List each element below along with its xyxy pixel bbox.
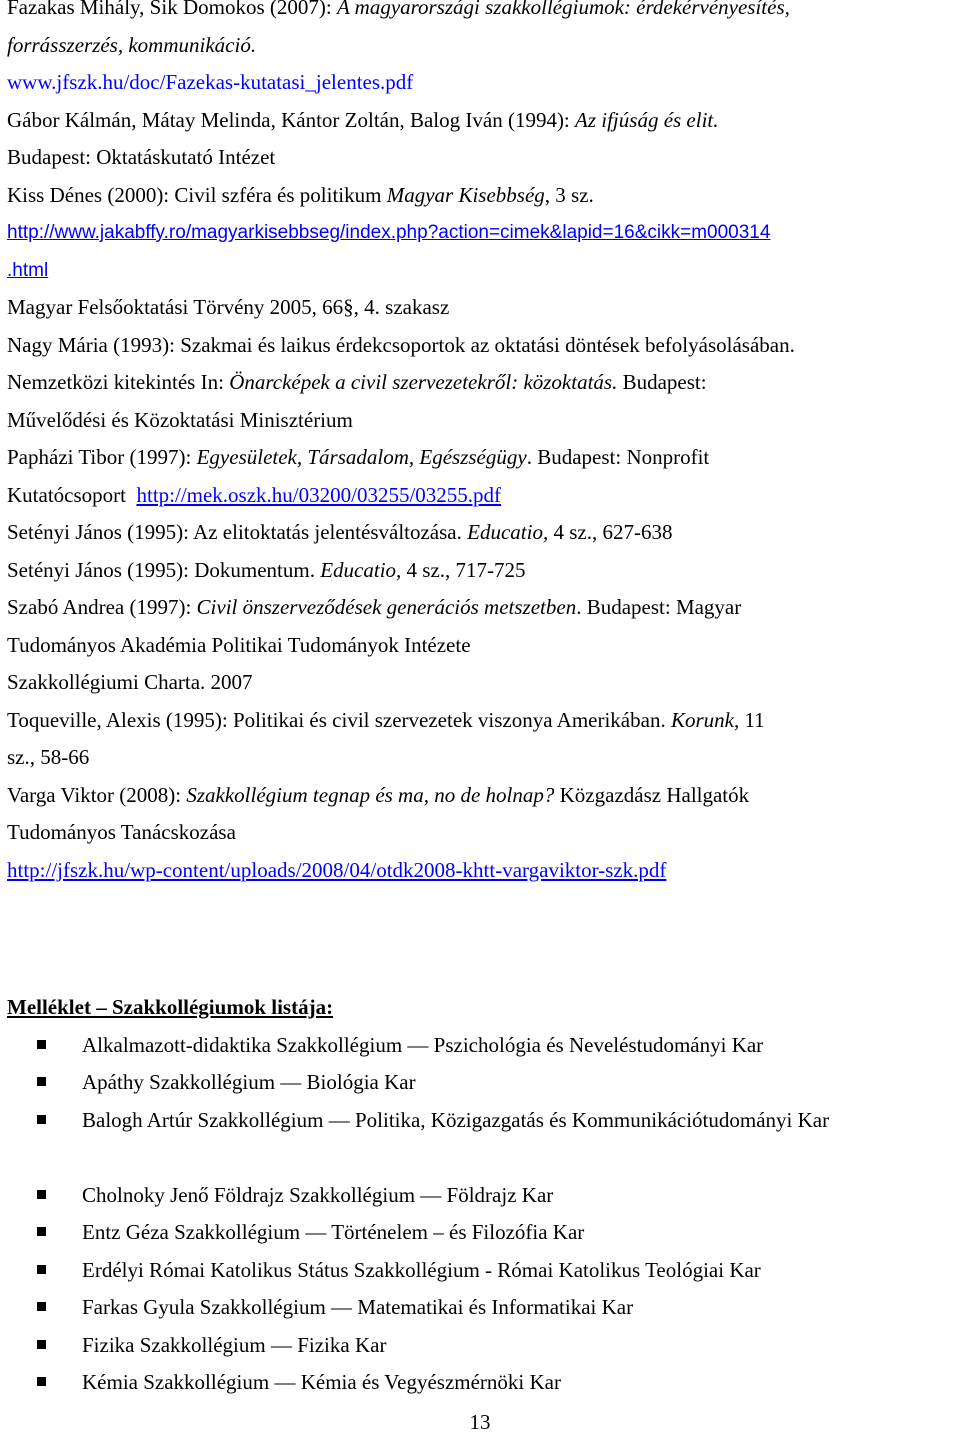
ref-link[interactable]: www.jfszk.hu/doc/Fazekas-kutatasi_jelentes.pdf: [7, 70, 414, 94]
bullet-square-icon: [37, 1340, 46, 1349]
list-item: [7, 1177, 955, 1215]
references-section: [7, 0, 955, 889]
list-item: [7, 1252, 955, 1290]
document-page: [7, 0, 955, 1402]
annex-heading: Melléklet – Szakkollégiumok listája:: [7, 995, 334, 1019]
ref-publisher: Budapest: Oktatáskutató Intézet: [7, 145, 276, 169]
ref-text: Tudományos Tanácskozása: [7, 820, 236, 844]
reference-line: [7, 402, 955, 440]
bullet-square-icon: [37, 1265, 46, 1274]
list-item: [7, 1064, 955, 1102]
list-item-text: Farkas Gyula Szakkollégium — Matematikai és Informatikai Kar: [82, 1295, 634, 1319]
ref-title: Civil önszerveződések generációs metszetben: [196, 595, 577, 619]
ref-pages: 4 sz., 627-638: [548, 520, 673, 544]
reference-line: [7, 477, 955, 515]
ref-publisher: Tudományos Akadémia Politikai Tudományok Intézete: [7, 632, 471, 657]
spacer: [7, 889, 955, 959]
reference-paphazi: [7, 439, 955, 477]
list-item-text: Erdélyi Római Katolikus Státus Szakkollégium - Római Katolikus Teológiai Kar: [82, 1257, 761, 1282]
reference-setenyi-1: [7, 514, 955, 552]
list-item-text: Fizika Szakkollégium — Fizika Kar: [82, 1332, 387, 1357]
ref-title: forrásszerzés, kommunikáció.: [7, 32, 257, 57]
bullet-square-icon: [37, 1190, 46, 1199]
reference-toqueville: [7, 702, 955, 740]
ref-authors: Setényi János (1995): Az elitoktatás jelentésváltozása.: [7, 520, 468, 544]
ref-title: Az ifjúság és elit.: [575, 107, 719, 132]
reference-line: [7, 139, 955, 177]
ref-text: Budapest:: [617, 370, 707, 394]
bullet-square-icon: [37, 1302, 46, 1311]
ref-text: . Budapest: Magyar: [576, 595, 742, 619]
ref-title: Szakkollégium tegnap és ma, no de holnap?: [186, 782, 555, 807]
ref-title: Egyesületek, Társadalom, Egészségügy: [196, 445, 527, 469]
reference-szabo: [7, 589, 955, 627]
reference-line: [7, 852, 955, 890]
ref-authors: Szabó Andrea (1997):: [7, 595, 197, 619]
reference-line: [7, 814, 955, 852]
reference-line: [7, 364, 955, 402]
ref-journal: Educatio,: [320, 557, 402, 582]
ref-link[interactable]: http://mek.oszk.hu/03200/03255/03255.pdf: [136, 482, 502, 507]
ref-issue: , 3 sz.: [544, 182, 594, 207]
reference-line: [7, 214, 955, 252]
list-item-text: Alkalmazott-didaktika Szakkollégium — Pszichológia és Neveléstudományi Kar: [82, 1032, 764, 1057]
ref-link[interactable]: .html: [7, 259, 49, 281]
ref-pages: 4 sz., 717-725: [401, 557, 526, 582]
reference-line: [7, 252, 955, 290]
reference-gabor: [7, 102, 955, 140]
ref-journal: Educatio,: [467, 520, 549, 544]
bullet-square-icon: [37, 1377, 46, 1386]
ref-issue: , 11: [733, 707, 765, 732]
ref-authors: Kiss Dénes (2000): Civil szféra és politikum: [7, 182, 387, 207]
reference-nagy: [7, 327, 955, 365]
ref-link[interactable]: http://jfszk.hu/wp-content/uploads/2008/04/otdk2008-khtt-vargaviktor-szk.pdf: [7, 857, 667, 882]
reference-fazakas: [7, 0, 955, 27]
reference-setenyi-2: [7, 552, 955, 590]
list-item-text: Entz Géza Szakkollégium — Történelem – és Filozófia Kar: [82, 1220, 585, 1244]
list-item: [7, 1214, 955, 1252]
ref-pages: sz., 58-66: [7, 745, 90, 769]
ref-title: Önarcképek a civil szervezetekről: közoktatás.: [229, 370, 618, 394]
ref-text: Közgazdász Hallgatók: [554, 782, 750, 807]
ref-journal: Magyar Kisebbség: [386, 182, 545, 207]
ref-authors: Toqueville, Alexis (1995): Politikai és civil szervezetek viszonya Amerikában.: [7, 707, 671, 732]
list-item: [7, 1027, 955, 1065]
ref-text: Szakkollégiumi Charta. 2007: [7, 670, 253, 694]
list-item-text: Kémia Szakkollégium — Kémia és Vegyészmérnöki Kar: [82, 1370, 561, 1394]
ref-authors: Fazakas Mihály, Sik Domokos (2007):: [7, 0, 337, 19]
reference-varga: [7, 777, 955, 815]
annex-list: [7, 1027, 955, 1402]
ref-text: Magyar Felsőoktatási Törvény 2005, 66§, 4. szakasz: [7, 295, 450, 319]
page-number: 13: [469, 1410, 491, 1434]
ref-title: A magyarországi szakkollégiumok: érdekérvényesítés,: [336, 0, 790, 19]
list-item-text: Balogh Artúr Szakkollégium — Politika, Közigazgatás és Kommunikációtudományi Kar: [82, 1107, 830, 1132]
ref-authors: Varga Viktor (2008):: [7, 782, 187, 807]
ref-journal: Korunk: [670, 707, 734, 732]
reference-felsooktatasi: [7, 289, 955, 327]
reference-line: [7, 739, 955, 777]
ref-link[interactable]: http://www.jakabffy.ro/magyarkisebbseg/index.php?action=cimek&lapid=16&cikk=m000314: [7, 222, 771, 243]
list-item-text: Apáthy Szakkollégium — Biológia Kar: [82, 1070, 416, 1094]
list-item: [7, 1364, 955, 1402]
ref-text: . Budapest: Nonprofit: [526, 445, 710, 469]
reference-line: [7, 627, 955, 665]
bullet-square-icon: [37, 1227, 46, 1236]
bullet-square-icon: [37, 1040, 46, 1049]
reference-line: [7, 64, 955, 102]
reference-charta: [7, 664, 955, 702]
bullet-square-icon: [37, 1115, 46, 1124]
list-item-text: Cholnoky Jenő Földrajz Szakkollégium — Földrajz Kar: [82, 1182, 554, 1207]
ref-authors: Gábor Kálmán, Mátay Melinda, Kántor Zoltán, Balog Iván (1994):: [7, 107, 576, 132]
ref-authors: Papházi Tibor (1997):: [7, 445, 197, 469]
ref-text: Kutatócsoport: [7, 482, 137, 507]
reference-kiss: [7, 177, 955, 215]
reference-line: [7, 27, 955, 65]
list-item: [7, 1102, 955, 1177]
ref-text: Nagy Mária (1993): Szakmai és laikus érdekcsoportok az oktatási döntések befolyásolásában.: [7, 332, 795, 357]
ref-authors: Setényi János (1995): Dokumentum.: [7, 557, 321, 582]
ref-text: Nemzetközi kitekintés In:: [7, 370, 230, 394]
list-item: [7, 1289, 955, 1327]
bullet-square-icon: [37, 1077, 46, 1086]
list-item: [7, 1327, 955, 1365]
ref-publisher: Művelődési és Közoktatási Minisztérium: [7, 407, 353, 432]
